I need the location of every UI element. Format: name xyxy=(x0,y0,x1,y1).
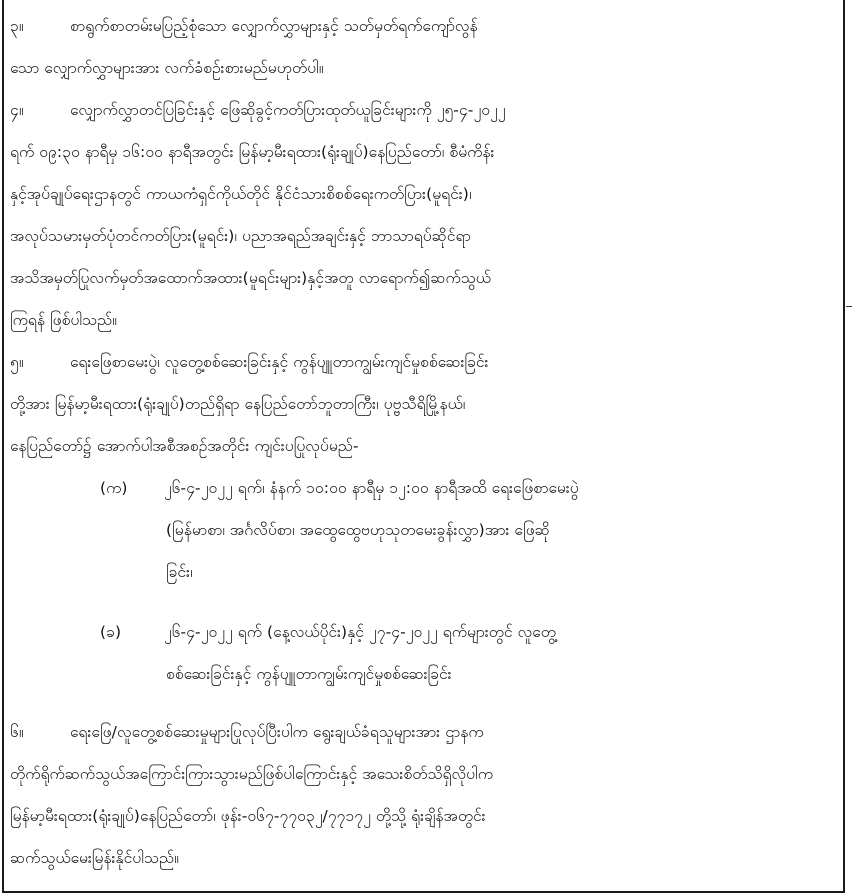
para-4-line-1 xyxy=(10,90,832,130)
para-4-line-6 xyxy=(10,300,832,340)
para-5-line-1 xyxy=(10,342,832,382)
para-5-line-2 xyxy=(10,384,832,424)
item-ka-text-2: (မြန်မာစာ၊ အင်္ဂလိပ်စာ၊ အထွေထွေဗဟုသုတမေးခွန်းလွှာ)အား ဖြေဆို xyxy=(166,521,550,539)
para-4-line-4 xyxy=(10,216,832,256)
item-kha-marker: (ခ) xyxy=(100,623,122,641)
para-4-text-1: လျှောက်လွှာတင်ပြခြင်းနှင့် ဖြေဆိုခွင့်ကတ်ပြားထုတ်ယူခြင်းများကို ၂၅-၄-၂၀၂၂ xyxy=(70,101,506,119)
item-kha-text-2: စစ်ဆေးခြင်းနှင့် ကွန်ပျူတာကျွမ်းကျင်မှုစစ်ဆေးခြင်း xyxy=(166,665,452,683)
para-4-text-4: အလုပ်သမားမှတ်ပုံတင်ကတ်ပြား(မူရင်း)၊ ပညာအရည်အချင်းနှင့် ဘာသာရပ်ဆိုင်ရာ xyxy=(10,227,471,245)
para-3-text-1: စာရွက်စာတမ်းမပြည့်စုံသော လျှောက်လွှာများနှင့် သတ်မှတ်ရက်ကျော်လွန် xyxy=(70,17,478,35)
para-4-number: ၄။ xyxy=(10,101,24,119)
item-ka-text-1: ၂၆-၄-၂၀၂၂ ရက်၊ နံနက် ၁၀:၀၀ နာရီမှ ၁၂:၀၀ နာရီအထိ ရေးဖြေစာမေးပွဲ xyxy=(164,479,579,497)
item-ka-marker: (က) xyxy=(100,479,128,497)
edge-tick xyxy=(846,306,852,307)
para-5-text-3: နေပြည်တော်၌ အောက်ပါအစီအစဉ်အတိုင်း ကျင်းပပြုလုပ်မည်- xyxy=(10,437,359,455)
para-4-line-2 xyxy=(10,132,832,172)
para-3-text-2: သော လျှောက်လွှာများအား လက်ခံစဉ်းစားမည်မဟုတ်ပါ။ xyxy=(10,59,324,77)
item-ka-line-1 xyxy=(100,468,832,508)
item-kha-text-1: ၂၆-၄-၂၀၂၂ ရက် (နေ့လယ်ပိုင်း)နှင့် ၂၇-၄-၂၀၂၂ ရက်များတွင် လူတွေ့ xyxy=(164,623,556,641)
para-6-text-4: ဆက်သွယ်မေးမြန်းနိုင်ပါသည်။ xyxy=(10,849,179,867)
item-ka-line-3 xyxy=(166,552,832,592)
item-kha-line-2 xyxy=(166,654,832,694)
para-5-text-2: တို့အား မြန်မာ့မီးရထား(ရုံးချုပ်)တည်ရှိရာ နေပြည်တော်ဘူတာကြီး၊ ပုဗ္ဗသီရိမြို့နယ်၊ xyxy=(10,395,466,413)
para-6-line-3 xyxy=(10,796,832,836)
item-kha-line-1 xyxy=(100,612,832,652)
para-4-line-3 xyxy=(10,174,832,214)
para-4-text-6: ကြရန် ဖြစ်ပါသည်။ xyxy=(10,311,117,329)
para-4-text-5: အသိအမှတ်ပြုလက်မှတ်အထောက်အထား(မူရင်းများ)နှင့်အတူ လာရောက်၍ဆက်သွယ် xyxy=(10,269,491,287)
para-3-number: ၃။ xyxy=(10,17,24,35)
para-6-line-2 xyxy=(10,754,832,794)
para-5-line-3 xyxy=(10,426,832,466)
para-6-text-3: မြန်မာ့မီးရထား(ရုံးချုပ်)နေပြည်တော်၊ ဖုန်း-၀၆၇-၇၇၀၃၂/၇၇၁၇၂ တို့သို့ ရုံးချိန်အတွင်း xyxy=(10,807,486,825)
para-6-text-2: တိုက်ရိုက်ဆက်သွယ်အကြောင်းကြားသွားမည်ဖြစ်ပါကြောင်းနှင့် အသေးစိတ်သိရှိလိုပါက xyxy=(10,765,494,783)
para-4-line-5 xyxy=(10,258,832,298)
para-3-line-2 xyxy=(10,48,832,88)
para-4-text-3: နှင့်အုပ်ချုပ်ရေးဌာနတွင် ကာယကံရှင်ကိုယ်တိုင် နိုင်ငံသားစိစစ်ရေးကတ်ပြား(မူရင်း)၊ xyxy=(10,185,472,203)
para-6-text-1: ရေးဖြေ/လူတွေ့စစ်ဆေးမှုများပြုလုပ်ပြီးပါက ရွေးချယ်ခံရသူများအား ဌာနက xyxy=(70,723,484,741)
para-4-text-2: ရက် ၀၉:၃၀ နာရီမှ ၁၆:၀၀ နာရီအတွင်း မြန်မာ့မီးရထား(ရုံးချုပ်)နေပြည်တော်၊ စီမံကိန်း xyxy=(10,143,495,161)
para-6-line-1 xyxy=(10,712,832,752)
para-6-number: ၆။ xyxy=(10,723,24,741)
para-5-number: ၅။ xyxy=(10,353,24,371)
para-5-text-1: ရေးဖြေစာမေးပွဲ၊ လူတွေ့စစ်ဆေးခြင်းနှင့် ကွန်ပျူတာကျွမ်းကျင်မှုစစ်ဆေးခြင်း xyxy=(70,353,489,371)
item-ka-line-2 xyxy=(166,510,832,550)
para-3-line-1 xyxy=(10,6,832,46)
para-6-line-4 xyxy=(10,838,832,878)
item-ka-text-3: ခြင်း၊ xyxy=(166,563,193,581)
